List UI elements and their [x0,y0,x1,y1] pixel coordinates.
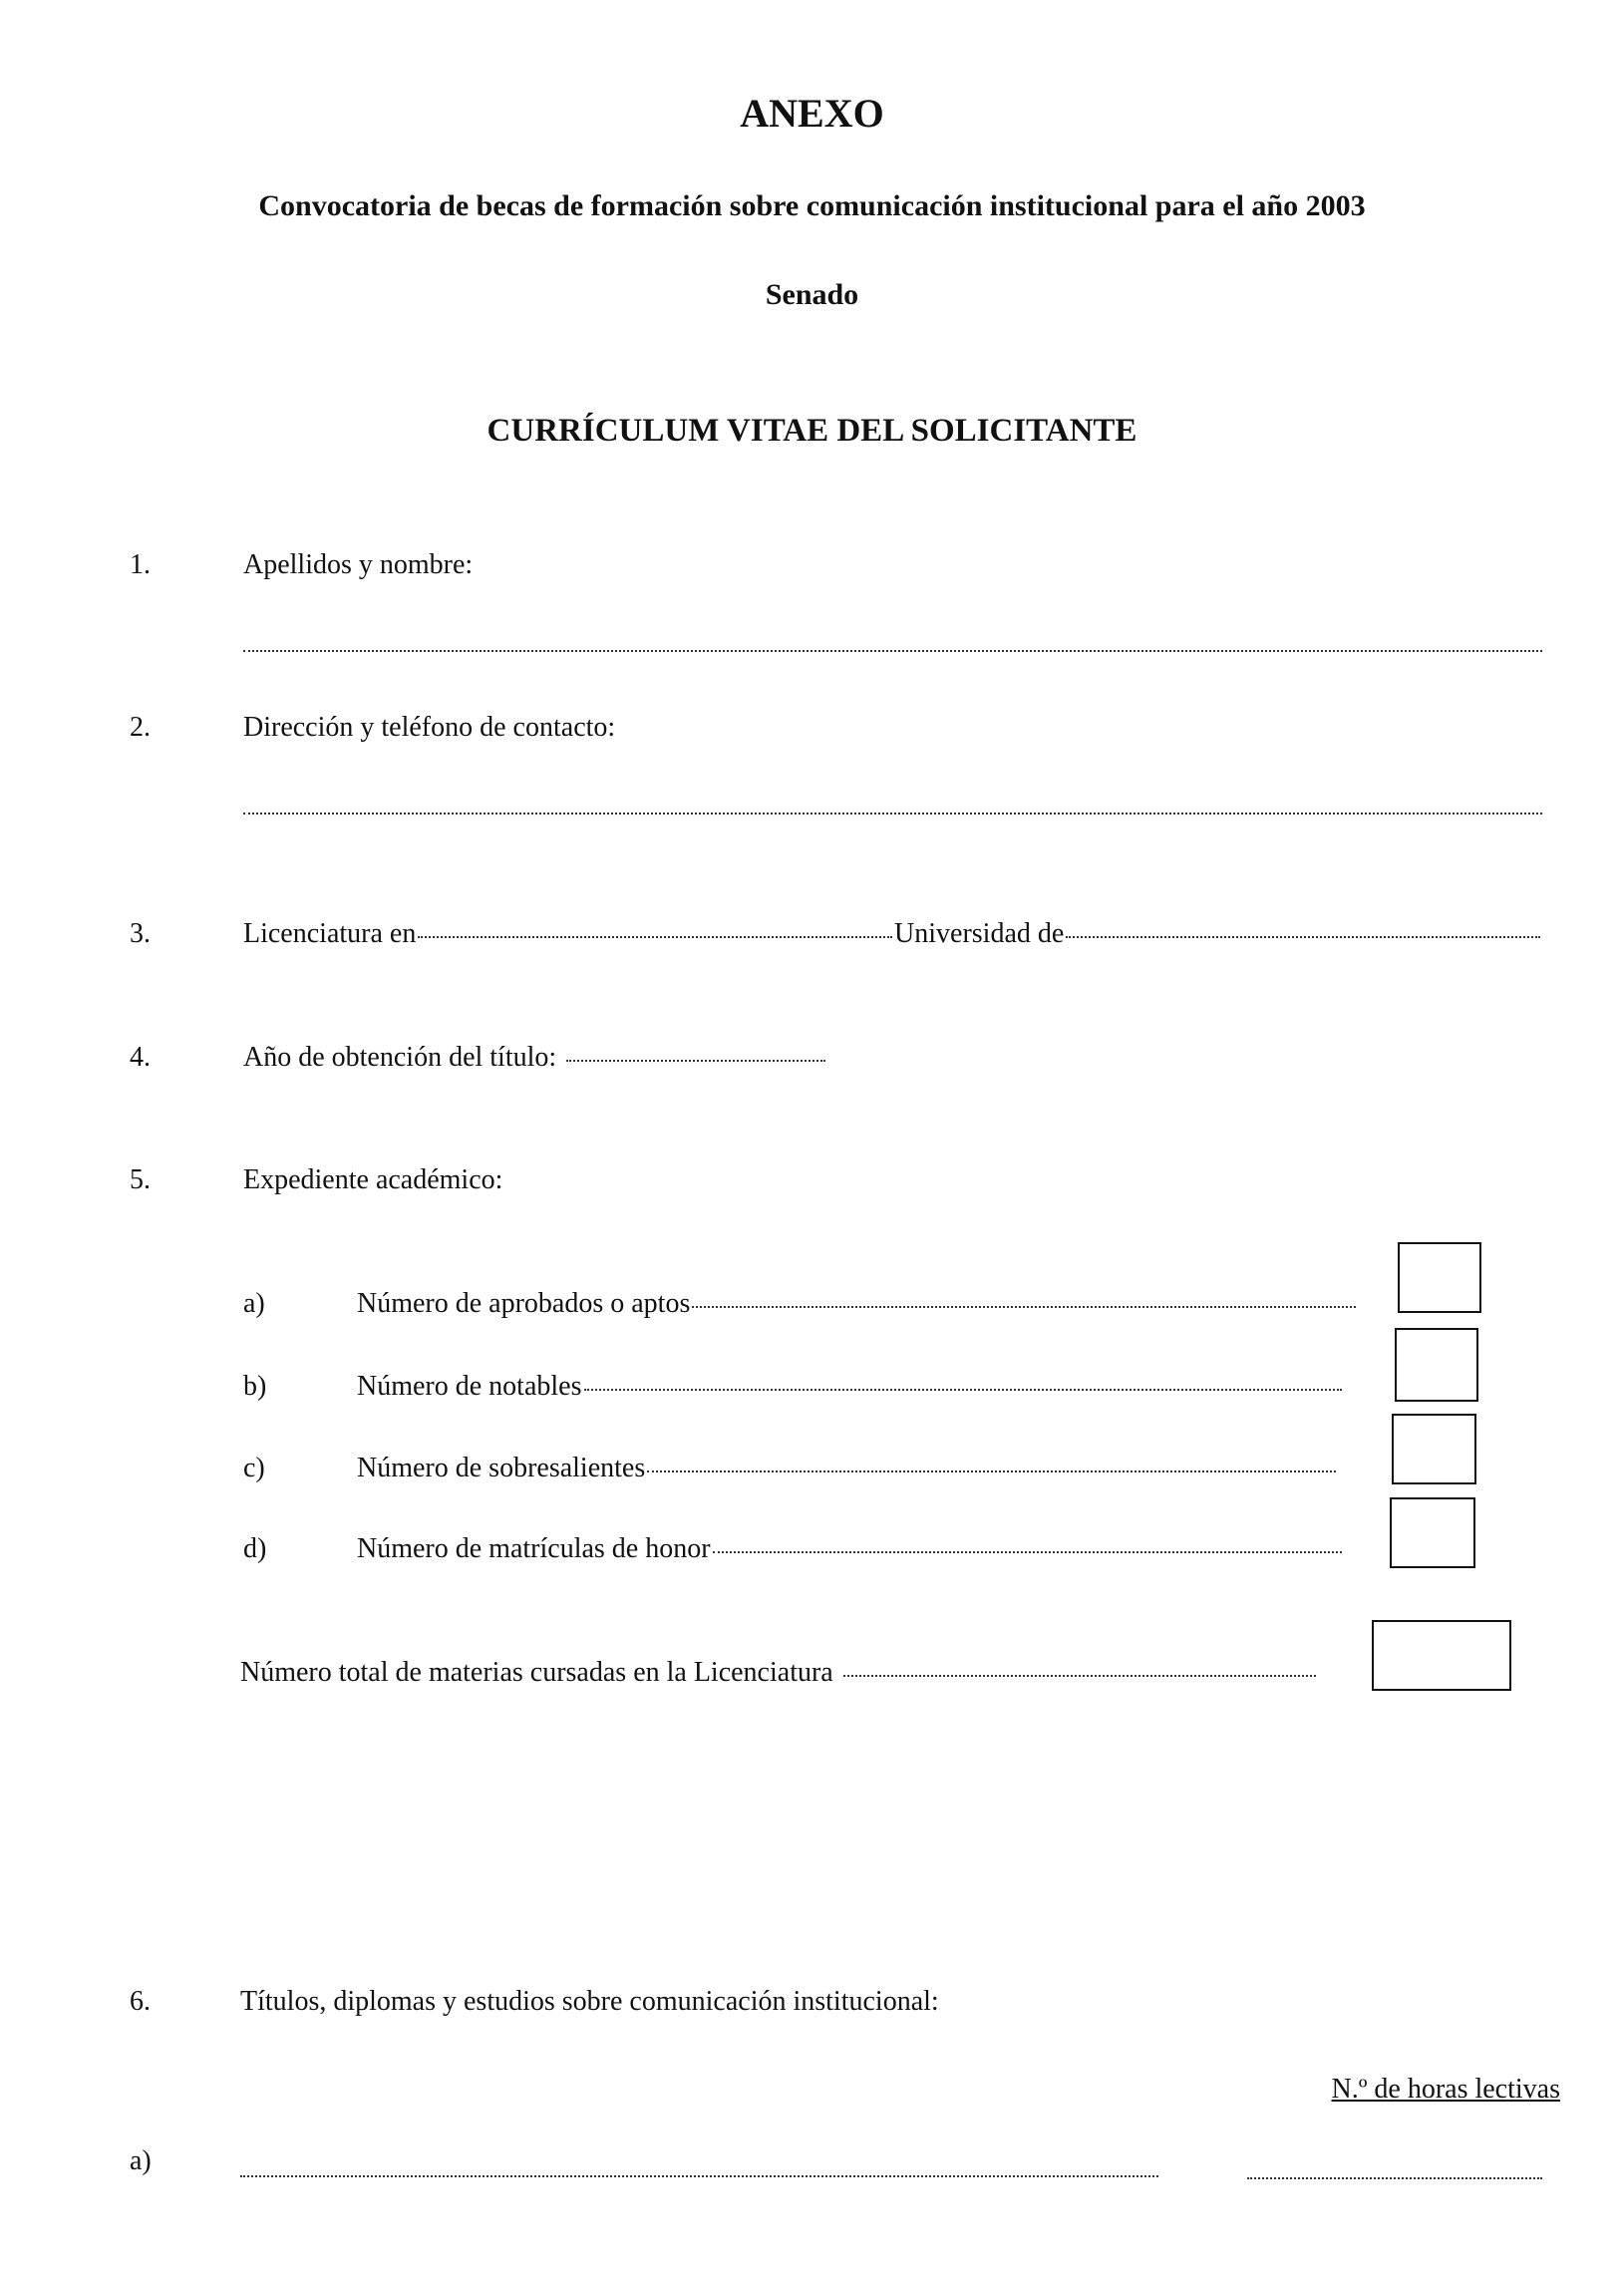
form-title: CURRÍCULUM VITAE DEL SOLICITANTE [487,413,1137,449]
leader-dots [584,1389,1343,1391]
field-number: 3. [130,918,151,949]
institution-name: Senado [765,278,859,311]
name-label: Apellidos y nombre: [243,549,474,580]
study-hours-input-line[interactable] [1247,2177,1542,2179]
approved-row [357,1288,1358,1320]
degree-label: Licenciatura en [243,918,417,949]
field-number: 2. [130,712,151,743]
approved-label: Número de aprobados o aptos [357,1288,691,1319]
total-subjects-row [240,1657,1318,1689]
academic-record-label: Expediente académico: [243,1164,503,1195]
field-number: 5. [130,1164,151,1195]
annex-heading: ANEXO [740,91,884,136]
year-row [243,1042,827,1074]
leader-dots [713,1551,1342,1553]
item-letter: a) [130,2145,152,2176]
name-input-line[interactable] [243,650,1542,652]
year-label: Año de obtención del título: [243,1042,557,1073]
total-subjects-box[interactable] [1372,1620,1511,1691]
studies-label: Títulos, diplomas y estudios sobre comunicación institucional: [240,1986,939,2017]
total-subjects-label: Número total de materias cursadas en la Licenciatura [240,1657,833,1688]
outstanding-count-box[interactable] [1392,1414,1476,1484]
notables-count-box[interactable] [1395,1328,1478,1402]
degree-input-line[interactable] [418,936,892,938]
call-title: Convocatoria de becas de formación sobre comunicación institucional para el año 2003 [258,189,1366,222]
degree-row [243,918,1542,950]
item-letter: a) [243,1288,265,1319]
honors-row [357,1533,1344,1565]
outstanding-row [357,1453,1338,1484]
leader-dots [647,1470,1336,1472]
field-number: 1. [130,549,151,580]
honors-count-box[interactable] [1390,1497,1475,1568]
contact-label: Dirección y teléfono de contacto: [243,712,616,743]
contact-input-line[interactable] [243,813,1542,815]
notables-row [357,1371,1344,1403]
notables-label: Número de notables [357,1371,582,1402]
university-label: Universidad de [894,918,1065,949]
outstanding-label: Número de sobresalientes [357,1453,646,1483]
item-letter: b) [243,1371,267,1402]
field-number: 4. [130,1042,151,1073]
leader-dots [692,1306,1356,1308]
leader-dots [843,1675,1316,1677]
hours-header: N.º de horas lectivas [1331,2074,1560,2105]
honors-label: Número de matrículas de honor [357,1533,711,1564]
university-input-line[interactable] [1066,936,1540,938]
item-letter: c) [243,1453,265,1483]
approved-count-box[interactable] [1398,1242,1481,1313]
study-title-input-line[interactable] [240,2175,1158,2177]
item-letter: d) [243,1533,267,1564]
year-input-line[interactable] [566,1060,825,1062]
field-number: 6. [130,1986,151,2017]
